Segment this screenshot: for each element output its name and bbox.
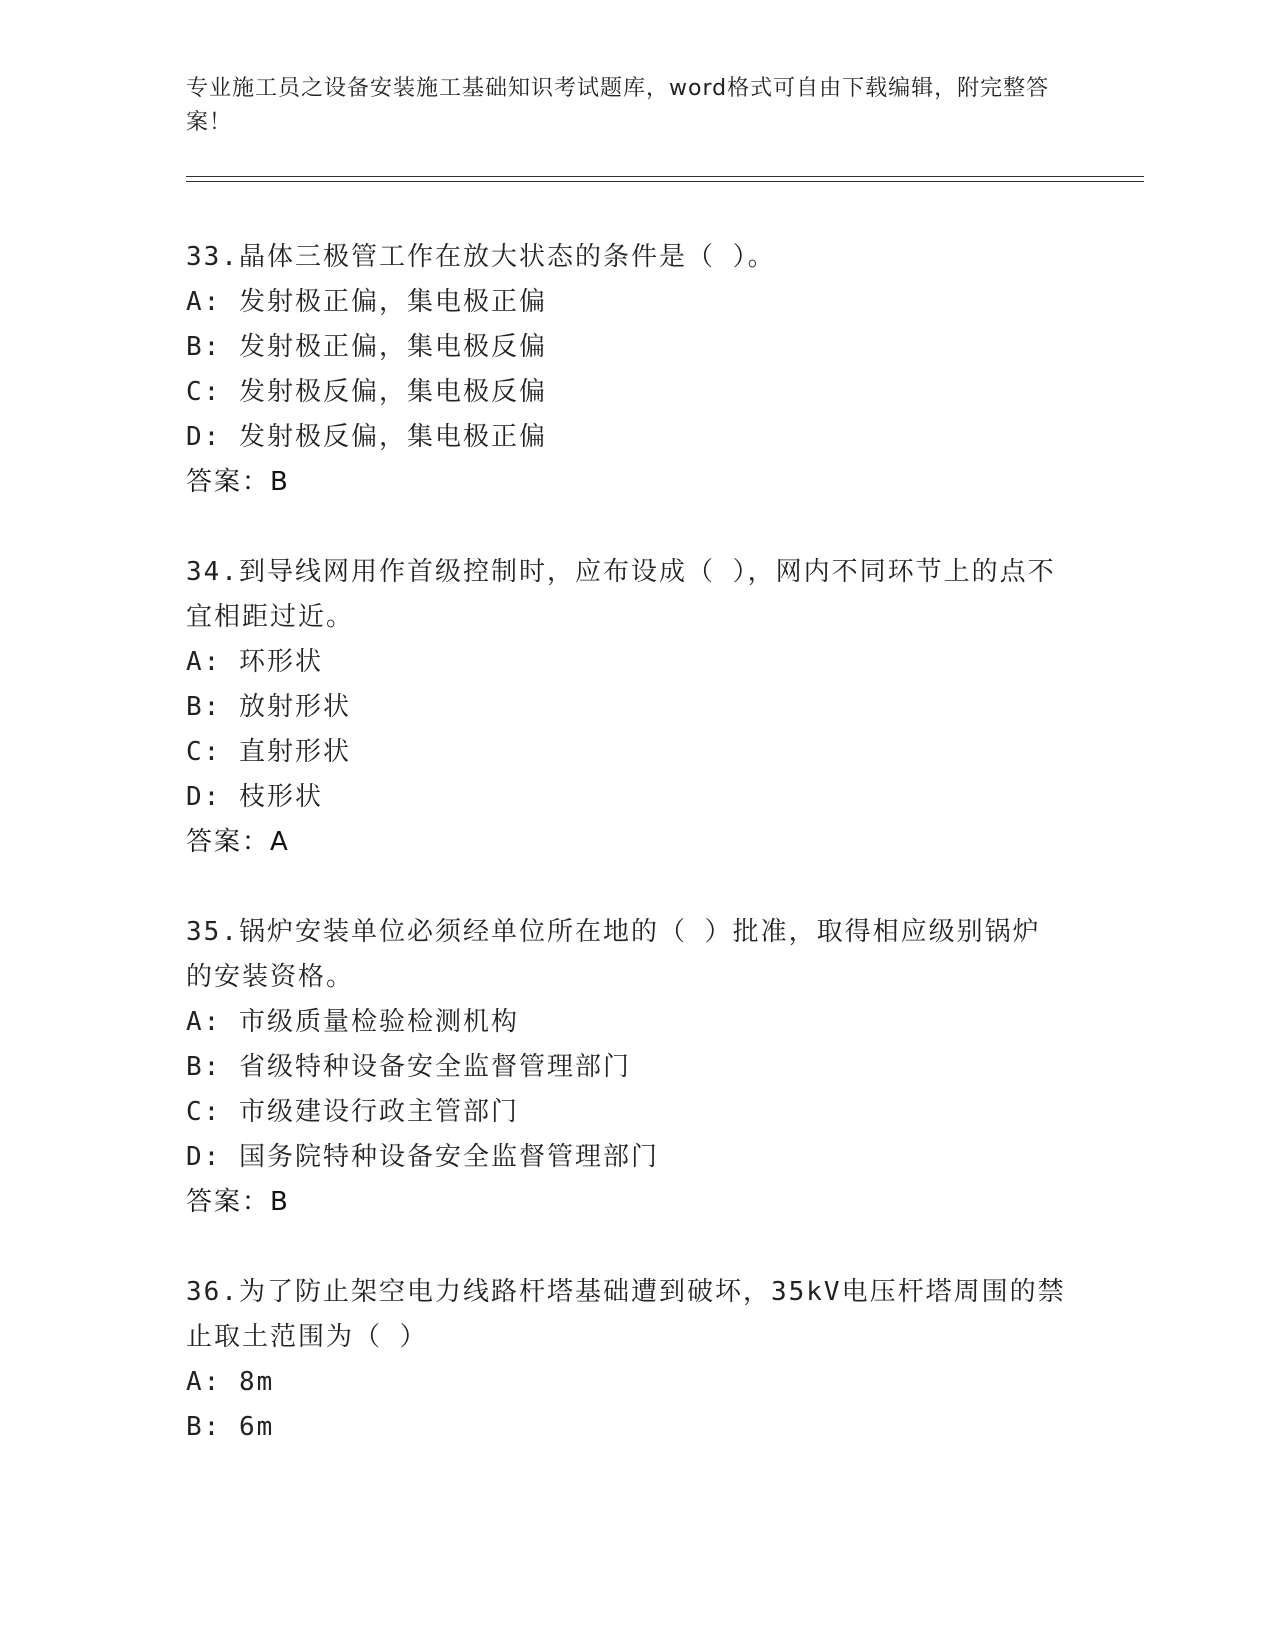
- answer-label: 答案：: [186, 827, 271, 857]
- option-b: B: 6m: [186, 1412, 275, 1442]
- answer-label: 答案：: [186, 467, 271, 497]
- option-c: C: 发射极反偏，集电极反偏: [186, 377, 547, 407]
- question-stem: 33.晶体三极管工作在放大状态的条件是（ ）。: [186, 242, 776, 272]
- question-34: [186, 550, 1086, 865]
- question-33: [186, 235, 1086, 505]
- question-stem: 35.锅炉安装单位必须经单位所在地的（ ）批准，取得相应级别锅炉的安装资格。: [186, 917, 1041, 992]
- question-stem: 34.到导线网用作首级控制时，应布设成（ ），网内不同环节上的点不宜相距过近。: [186, 557, 1056, 632]
- question-36: [186, 1270, 1086, 1450]
- document-header: 专业施工员之设备安装施工基础知识考试题库，word格式可自由下载编辑，附完整答案！: [186, 76, 1050, 135]
- answer-label: 答案：: [186, 1187, 271, 1217]
- question-stem: 36.为了防止架空电力线路杆塔基础遭到破坏，35kV电压杆塔周围的禁止取土范围为（ ）: [186, 1277, 1066, 1352]
- question-list: [186, 235, 1086, 1495]
- option-a: A: 发射极正偏，集电极正偏: [186, 287, 547, 317]
- answer-value: B: [270, 467, 290, 497]
- option-a: A: 环形状: [186, 647, 323, 677]
- option-d: D: 发射极反偏，集电极正偏: [186, 422, 547, 452]
- answer-value: B: [270, 1187, 290, 1217]
- question-35: [186, 910, 1086, 1225]
- option-d: D: 国务院特种设备安全监督管理部门: [186, 1142, 659, 1172]
- option-b: B: 省级特种设备安全监督管理部门: [186, 1052, 631, 1082]
- answer-line: [186, 460, 1086, 505]
- option-d: D: 枝形状: [186, 782, 323, 812]
- option-a: A: 8m: [186, 1367, 275, 1397]
- option-b: B: 放射形状: [186, 692, 351, 722]
- option-a: A: 市级质量检验检测机构: [186, 1007, 519, 1037]
- answer-value: A: [270, 827, 290, 857]
- option-c: C: 市级建设行政主管部门: [186, 1097, 519, 1127]
- answer-line: [186, 1180, 1086, 1225]
- answer-line: [186, 820, 1086, 865]
- option-b: B: 发射极正偏，集电极反偏: [186, 332, 547, 362]
- option-c: C: 直射形状: [186, 737, 351, 767]
- header-divider: [186, 176, 1144, 182]
